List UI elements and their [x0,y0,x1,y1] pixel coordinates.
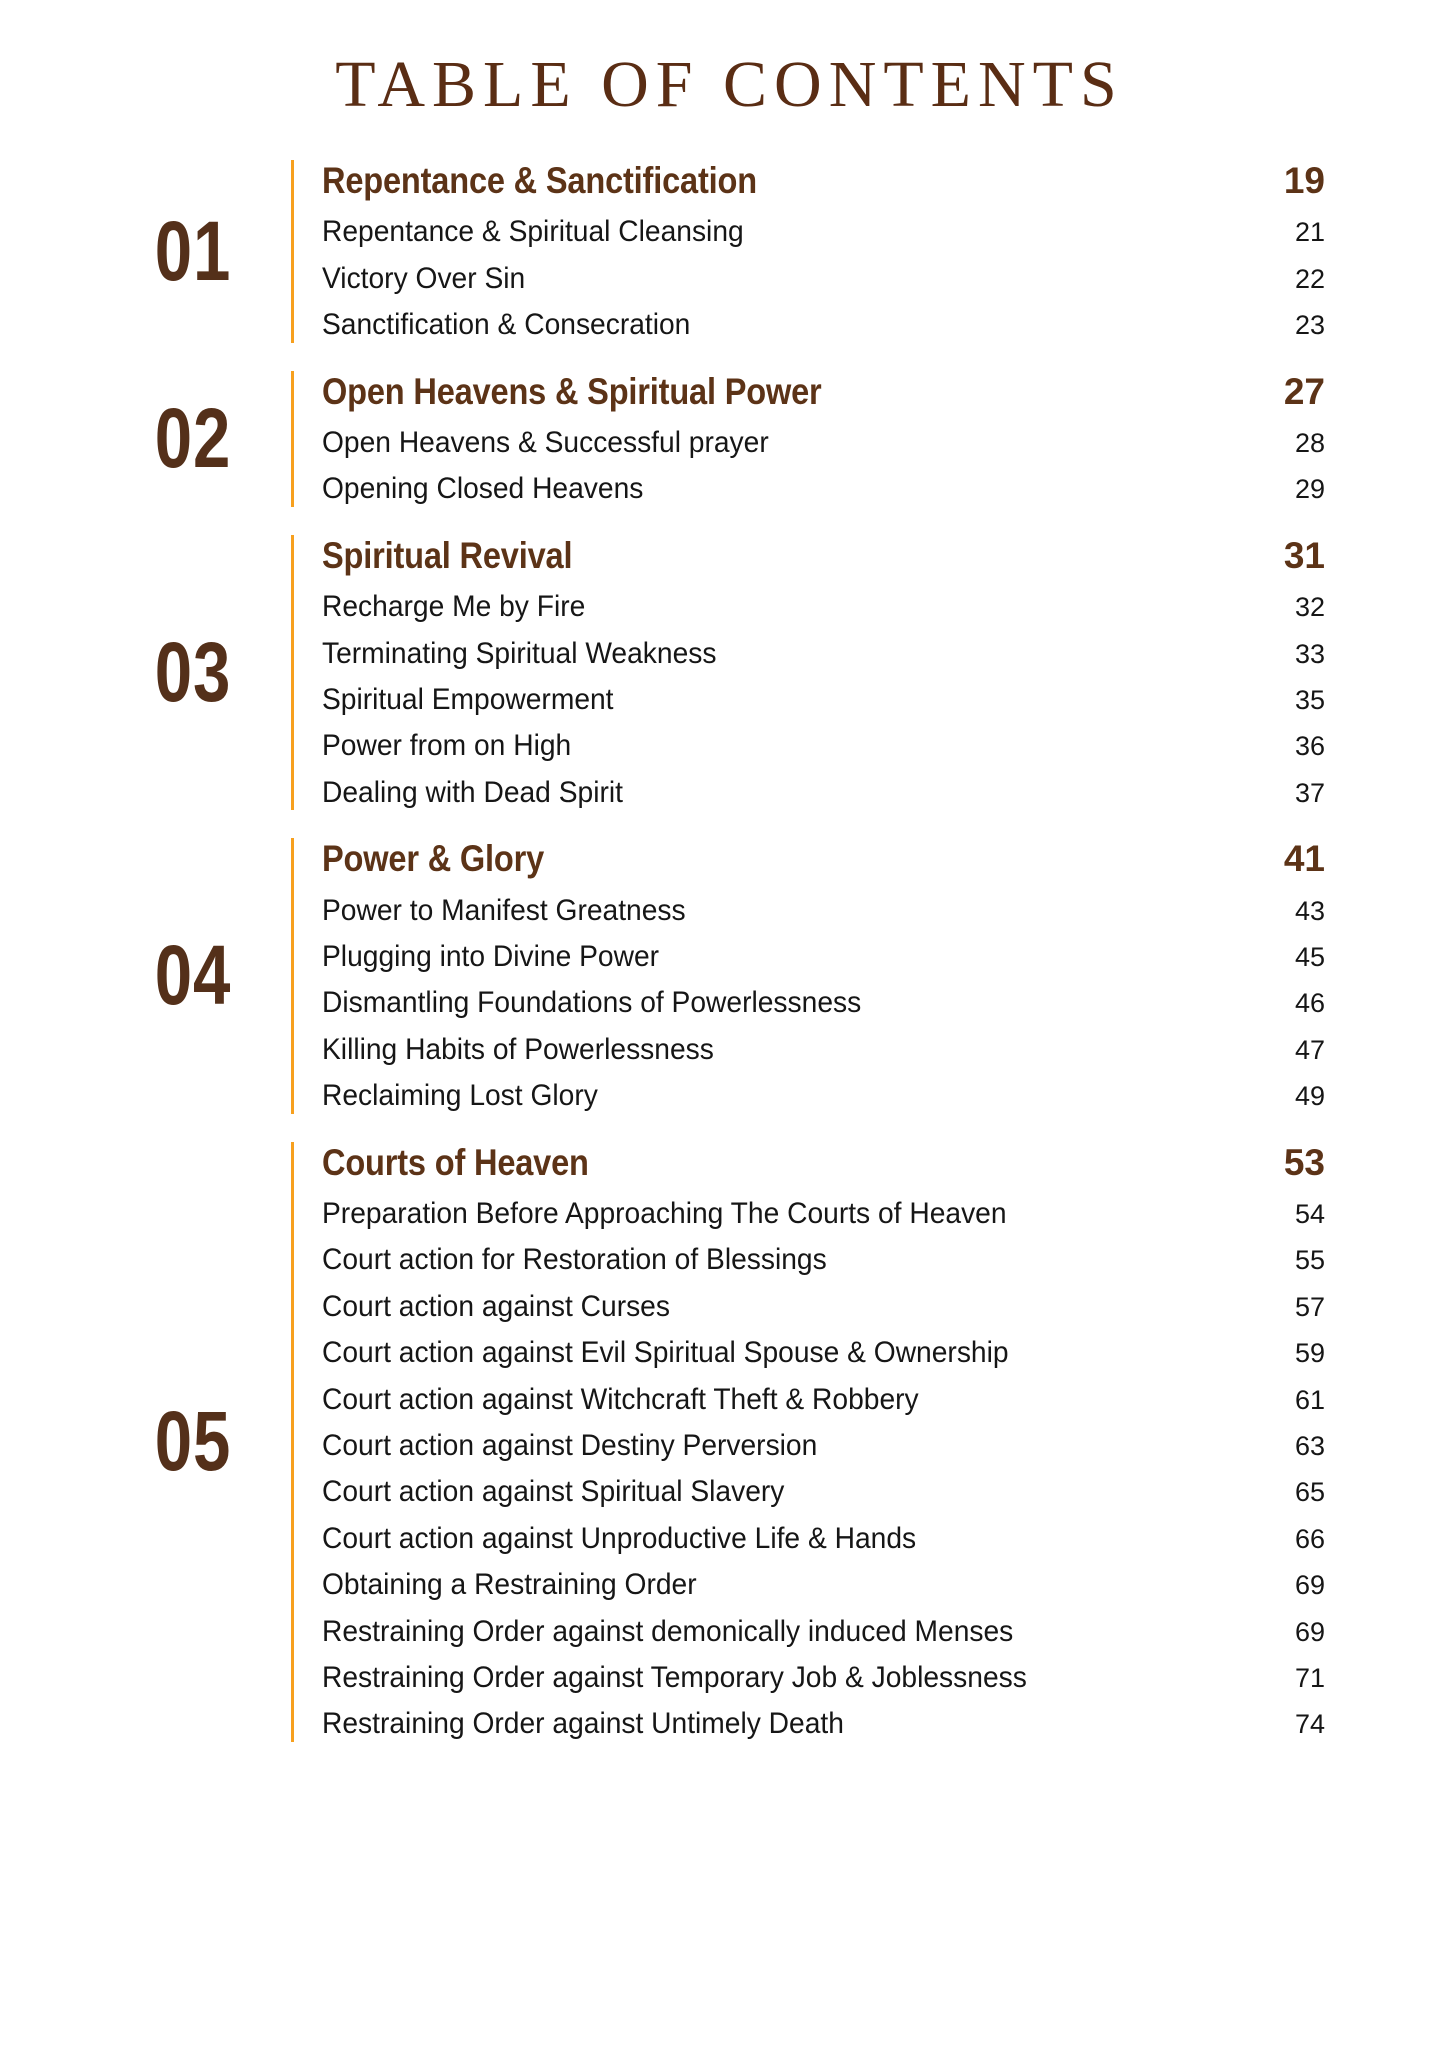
toc-entry-label: Restraining Order against Untimely Death [322,1707,844,1741]
toc-entry[interactable] [322,261,1325,296]
section-rows [322,1142,1325,1742]
toc-entry[interactable] [322,985,1325,1020]
toc-entry[interactable] [322,1474,1325,1509]
section-heading-label: Open Heavens & Spiritual Power [322,370,822,412]
section-divider [291,371,294,507]
toc-entry-page: 63 [1294,1431,1325,1461]
section-heading-page: 31 [1283,534,1325,576]
toc-section-05 [150,1142,1325,1742]
toc-entry-label: Power from on High [322,729,572,763]
toc-entry[interactable] [322,1567,1325,1602]
toc-entry-label: Sanctification & Consecration [322,308,691,342]
section-number: 01 [154,203,232,298]
toc-entry[interactable] [322,1335,1325,1370]
toc-entry-label: Recharge Me by Fire [322,590,586,624]
toc-section-03 [150,535,1325,810]
toc-entry-label: Court action against Curses [322,1289,670,1323]
toc-entry[interactable] [322,1521,1325,1556]
toc-entry-label: Court action against Destiny Perversion [322,1429,818,1462]
section-number: 05 [154,1393,232,1488]
toc-entry-page: 49 [1294,1081,1325,1112]
section-rows [322,160,1325,343]
toc-entry[interactable] [322,589,1325,624]
toc-entry-page: 43 [1294,895,1325,926]
toc-entry-page: 46 [1294,988,1325,1019]
toc-entry-label: Open Heavens & Successful prayer [322,426,769,460]
section-heading-page: 41 [1283,838,1325,880]
toc-entry-page: 69 [1294,1616,1325,1647]
toc-entry[interactable] [322,728,1325,763]
toc-entry[interactable] [322,1706,1325,1741]
toc-entry[interactable] [322,893,1325,928]
toc-entry-label: Plugging into Divine Power [322,940,660,974]
toc-entry[interactable] [322,1196,1325,1231]
section-number: 02 [154,390,232,485]
toc-entry-label: Court action against Witchcraft Theft & Robbery [322,1382,919,1416]
toc-entry-page: 57 [1294,1291,1325,1322]
toc-entry[interactable] [322,1382,1325,1417]
section-heading-row[interactable] [322,160,1325,201]
toc-entry[interactable] [322,307,1325,342]
toc-entry-page: 69 [1294,1570,1325,1601]
toc-entry-page: 32 [1294,592,1325,623]
toc-entry-label: Obtaining a Restraining Order [322,1568,697,1602]
toc-entry-page: 33 [1294,638,1325,669]
toc-entry-label: Terminating Spiritual Weakness [322,636,717,670]
section-heading-label: Courts of Heaven [322,1141,589,1183]
toc-entry-label: Restraining Order against Temporary Job & Joblessness [322,1660,1027,1694]
toc-entry[interactable] [322,425,1325,460]
toc-entry-page: 47 [1294,1034,1325,1065]
toc-entry-page: 35 [1294,685,1325,716]
toc-entry-label: Court action for Restoration of Blessings [322,1243,827,1277]
toc-entry-label: Dealing with Dead Spirit [322,775,623,809]
toc-entry-page: 28 [1294,428,1325,459]
toc-entry-page: 36 [1294,731,1325,762]
section-divider [291,160,294,343]
toc-entry[interactable] [322,775,1325,810]
toc-entry[interactable] [322,214,1325,249]
toc-entry-label: Opening Closed Heavens [322,472,644,506]
section-number: 03 [154,624,232,719]
toc-entry-label: Restraining Order against demonically induced Menses [322,1614,1014,1648]
toc-entry-label: Victory Over Sin [322,261,526,295]
section-divider [291,535,294,810]
toc-entry[interactable] [322,1032,1325,1067]
toc-entry[interactable] [322,939,1325,974]
section-heading-row[interactable] [322,1142,1325,1183]
toc-section-01 [150,160,1325,343]
toc-entry[interactable] [322,1289,1325,1324]
section-heading-row[interactable] [322,535,1325,576]
section-heading-page: 53 [1283,1141,1325,1183]
toc-entry-page: 61 [1294,1384,1325,1415]
page-title: TABLE OF CONTENTS [335,48,1124,121]
toc-entry[interactable] [322,1660,1325,1695]
section-heading-page: 27 [1283,370,1325,412]
section-rows [322,535,1325,810]
toc-entry-page: 54 [1294,1199,1325,1230]
toc-entry[interactable] [322,1242,1325,1277]
section-divider [291,838,294,1113]
toc-entry-page: 65 [1294,1477,1325,1508]
section-number: 04 [154,928,232,1023]
toc-entry-page: 37 [1294,777,1325,808]
toc-entry-page: 59 [1294,1338,1325,1369]
section-heading-row[interactable] [322,371,1325,412]
toc-entry-label: Power to Manifest Greatness [322,893,686,927]
toc-entry-page: 22 [1294,263,1325,294]
toc-section-04 [150,838,1325,1113]
toc-entry-page: 74 [1294,1709,1325,1740]
section-rows [322,371,1325,507]
toc-entry-label: Court action against Unproductive Life & Hands [322,1521,917,1555]
toc-entry-label: Reclaiming Lost Glory [322,1079,598,1113]
toc-entry-label: Spiritual Empowerment [322,683,614,717]
toc-entry[interactable] [322,1428,1325,1463]
toc-entry[interactable] [322,471,1325,506]
toc-entry-page: 71 [1294,1662,1325,1693]
section-heading-page: 19 [1283,160,1325,201]
toc-entry-page: 66 [1294,1523,1325,1554]
toc-sections-container [0,160,1445,1742]
toc-entry-label: Killing Habits of Powerlessness [322,1032,714,1066]
toc-entry-page: 45 [1294,942,1325,973]
toc-entry[interactable] [322,1078,1325,1113]
section-heading-label: Repentance & Sanctification [322,160,757,201]
toc-entry[interactable] [322,682,1325,717]
toc-entry[interactable] [322,636,1325,671]
section-divider [291,1142,294,1742]
section-rows [322,838,1325,1113]
section-heading-row[interactable] [322,838,1325,879]
toc-entry-label: Dismantling Foundations of Powerlessness [322,986,862,1020]
section-heading-label: Spiritual Revival [322,534,573,576]
toc-section-02 [150,371,1325,507]
toc-entry-page: 29 [1294,474,1325,505]
toc-entry-page: 23 [1294,310,1325,341]
toc-entry-label: Court action against Spiritual Slavery [322,1475,785,1509]
toc-entry-page: 21 [1294,217,1325,248]
toc-entry[interactable] [322,1614,1325,1649]
toc-entry-label: Repentance & Spiritual Cleansing [322,215,744,249]
toc-entry-label: Court action against Evil Spiritual Spouse & Ownership [322,1336,1009,1370]
toc-entry-page: 55 [1294,1245,1325,1276]
toc-entry-label: Preparation Before Approaching The Courts of Heaven [322,1197,1007,1231]
section-heading-label: Power & Glory [322,838,545,880]
